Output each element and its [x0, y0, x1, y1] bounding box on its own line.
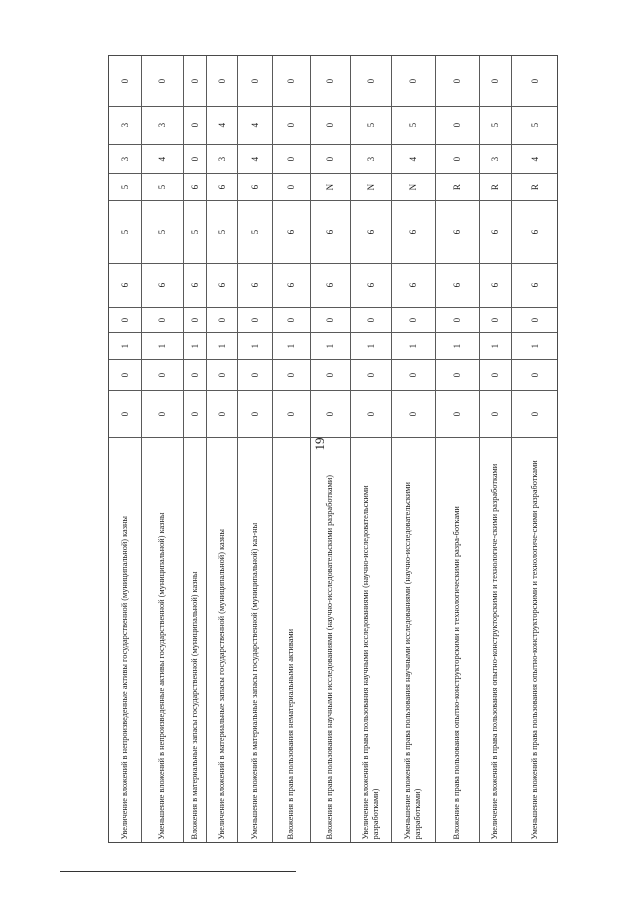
table-row-value-text: 0 [490, 372, 500, 377]
table-row-description-text: Вложения в права пользования нематериальными активами [286, 628, 295, 839]
table-row-value [141, 106, 183, 144]
table-row-value-text: 0 [408, 372, 418, 377]
table-row-value [237, 56, 272, 106]
table-row-value-text: 5 [408, 122, 418, 128]
table-row-value [206, 332, 237, 359]
table-row-value-text: 4 [216, 122, 227, 128]
table-row-value [141, 144, 183, 173]
table-row-value-text: 0 [529, 317, 540, 322]
table-row-value [183, 106, 206, 144]
table-row-description-text: Вложение в права пользования опытно-конструкторскими и технологическими разра-ботками [452, 505, 461, 839]
table-row-value-text: 5 [490, 122, 500, 128]
table-row-value-text: 0 [325, 372, 335, 377]
table-row-value-text: 6 [452, 229, 462, 234]
table-row-value [310, 106, 350, 144]
table-row-value-text: 0 [325, 78, 335, 84]
table-row-value [310, 332, 350, 359]
table-row-value [350, 106, 391, 144]
table-row-value-text: 0 [189, 411, 200, 416]
table-row-value-text: 0 [490, 78, 500, 84]
table-row-value-text: 5 [157, 184, 167, 189]
table-row-value-text: 0 [529, 372, 540, 377]
table-row-value [183, 390, 206, 437]
table-row-value [435, 359, 479, 390]
table-row-description [141, 437, 183, 844]
table-row-value [350, 263, 391, 307]
table-row-description-text: Вложения в права пользования научными исследованиями (научно-исследовательскими разработками) [325, 474, 334, 839]
table-row-value [479, 200, 511, 263]
table-row-value-text: 0 [490, 317, 500, 322]
table-row-value [206, 144, 237, 173]
table-row-value [479, 144, 511, 173]
table-row-value-text: N [365, 183, 376, 190]
table-row-value-text: 4 [157, 156, 167, 161]
table-row-value-text: 0 [189, 78, 200, 84]
table-row-value [479, 307, 511, 332]
table-row-value [206, 56, 237, 106]
table-row-value [272, 332, 310, 359]
table-row-value [310, 390, 350, 437]
table-row-value-text: 6 [365, 229, 376, 234]
table-row-value [350, 359, 391, 390]
table-row-value [435, 200, 479, 263]
table-row-description-text: Увеличение вложений в материальные запасы государственной (муниципальной) казны [216, 528, 226, 839]
page-number: 19 [312, 437, 327, 451]
footer-rule [60, 871, 296, 872]
table-row-value-text: 6 [325, 229, 335, 234]
table-row-value [206, 173, 237, 200]
table-row-value-text: 0 [157, 317, 167, 322]
table-row-value-text: 6 [408, 282, 418, 288]
table-row-value-text: 4 [249, 122, 260, 128]
table-row-value [141, 332, 183, 359]
table-row-value [350, 173, 391, 200]
table-row-value [479, 390, 511, 437]
table-row-value [391, 390, 435, 437]
table-row-value-text: 6 [365, 282, 376, 288]
table-row-value [109, 56, 141, 106]
table-row-value-text: 6 [529, 229, 540, 234]
table-row-value-text: 6 [216, 282, 227, 288]
table-row-value [391, 56, 435, 106]
table-row-value [391, 307, 435, 332]
table-row-value [435, 106, 479, 144]
table-row-value [109, 307, 141, 332]
table-row-value [141, 390, 183, 437]
table-row-value [183, 200, 206, 263]
table-row-value [237, 173, 272, 200]
table-row-value-text: 1 [490, 343, 500, 348]
table-row-value [183, 263, 206, 307]
table-row-description [183, 437, 206, 844]
table-row-value [272, 263, 310, 307]
table-row-description [310, 437, 350, 844]
table-row-value [350, 307, 391, 332]
table-row-value-text: 1 [325, 343, 335, 348]
table-row-description-text: Уменьшение вложений в права пользования опытно-конструкторскими и технологиче-скими разработками [529, 459, 539, 839]
table-row-value-text: 3 [120, 122, 130, 128]
table-row-value-text: 0 [216, 411, 227, 416]
table-row-value [350, 200, 391, 263]
table-row-value-text: 0 [529, 411, 540, 416]
table-row-value [435, 56, 479, 106]
table-row-value [479, 56, 511, 106]
table-row-value [479, 359, 511, 390]
table-row-value-text: 0 [452, 78, 462, 84]
table-row-value [237, 263, 272, 307]
table-row-value [310, 359, 350, 390]
table-row-value-text: 6 [490, 229, 500, 234]
table-row-value [479, 106, 511, 144]
table-row-value-text: 0 [189, 372, 200, 377]
table-row-value [141, 173, 183, 200]
table-row-value-text: 0 [120, 372, 130, 377]
table-row-value-text: 0 [120, 78, 130, 84]
table-row-value [237, 307, 272, 332]
table-row-value [272, 200, 310, 263]
table-row-value [141, 359, 183, 390]
table-row-value-text: 5 [529, 122, 540, 128]
table-row-value [237, 359, 272, 390]
table-row-value-text: 0 [452, 411, 462, 416]
table-row-value [391, 106, 435, 144]
table-row-value [435, 144, 479, 173]
table-row-value [511, 144, 558, 173]
table-row-value-text: 6 [325, 282, 335, 288]
table-row-value-text: 5 [216, 229, 227, 234]
table-row-description [511, 437, 558, 844]
table-row-value [183, 144, 206, 173]
table-row-value-text: 3 [157, 122, 167, 128]
table-row-value-text: 0 [286, 184, 296, 189]
table-row-description-text: Увеличение вложений в права пользования опытно-конструкторскими и технологиче-скими разработками [490, 463, 499, 839]
table-row-value-text: 1 [286, 343, 296, 348]
table-row-value-text: 0 [286, 372, 296, 377]
table-row-value-text: 0 [189, 156, 200, 161]
table-row-value-text: 0 [452, 156, 462, 161]
table-row-value-text: N [325, 183, 335, 190]
table-row-value [391, 173, 435, 200]
table-row-value [391, 332, 435, 359]
table-row-value-text: 0 [325, 156, 335, 161]
table-row-value [435, 263, 479, 307]
table-row-value-text: 6 [120, 282, 130, 288]
table-row-value-text: 0 [529, 78, 540, 84]
table-row-value-text: 0 [286, 411, 296, 416]
table-row-value-text: 1 [249, 343, 260, 348]
table-row-value-text: 6 [157, 282, 167, 288]
table-row-value-text: 6 [249, 282, 260, 288]
table-row-value [511, 390, 558, 437]
table-row-value-text: 0 [490, 411, 500, 416]
table-row-value-text: 0 [365, 317, 376, 322]
table-row-value-text: 5 [249, 229, 260, 234]
table-row-value-text: 1 [120, 343, 130, 348]
table-row-value [310, 200, 350, 263]
table-row-value [272, 359, 310, 390]
table-row-value-text: 0 [157, 78, 167, 84]
table-row-value [310, 173, 350, 200]
table-row-value [237, 200, 272, 263]
table-row-value [310, 307, 350, 332]
table-row-value [183, 359, 206, 390]
table-row-value [109, 390, 141, 437]
table-row-description [206, 437, 237, 844]
table-row-value [206, 359, 237, 390]
table-row-value-text: 0 [189, 317, 200, 322]
table-row-value [183, 307, 206, 332]
table-row-description [237, 437, 272, 844]
table-row-value-text: 0 [249, 411, 260, 416]
table-row-value [183, 173, 206, 200]
table-row-description [109, 437, 141, 844]
accounts-table [108, 55, 558, 843]
table-row-value [237, 106, 272, 144]
table-row-value-text: 6 [408, 229, 418, 234]
table-row-value [435, 307, 479, 332]
table-row-description [435, 437, 479, 844]
table-row-value [310, 56, 350, 106]
table-row-value [272, 307, 310, 332]
table-row-value-text: 3 [120, 156, 130, 161]
table-row-value-text: 1 [529, 343, 540, 348]
table-row-value-text: 0 [286, 122, 296, 128]
table-row-value [237, 390, 272, 437]
table-row-value-text: 6 [189, 282, 200, 288]
table-row-description-text: Уменьшение вложений в материальные запасы государственной (муниципальной) каз-ны [249, 522, 259, 839]
table-row-value-text: 0 [408, 78, 418, 84]
table-row-value-text: 0 [157, 411, 167, 416]
table-row-value-text: 3 [216, 156, 227, 161]
table-row-value [511, 173, 558, 200]
table-row-value [479, 173, 511, 200]
table-row-value [391, 200, 435, 263]
table-row-value-text: N [408, 183, 418, 190]
table-row-value-text: 6 [529, 282, 540, 288]
table-row-value-text: 4 [408, 156, 418, 161]
table-row-description-text: Увеличение вложений в права пользования научными исследованиями (научно-исследовательскими разработками) [360, 484, 380, 839]
table-row-value-text: 5 [120, 229, 130, 234]
table-row-value-text: 4 [249, 156, 260, 161]
table-row-value [391, 144, 435, 173]
table-row-value-text: 0 [452, 122, 462, 128]
table-row-value [272, 106, 310, 144]
table-row-value [109, 359, 141, 390]
table-row-value-text: 0 [325, 317, 335, 322]
table-row-value-text: 0 [365, 372, 376, 377]
table-row-value-text: 0 [452, 317, 462, 322]
table-row-value [479, 332, 511, 359]
table-row-value-text: 0 [249, 317, 260, 322]
table-row-value [206, 307, 237, 332]
table-row-value [109, 332, 141, 359]
table-row-value [350, 332, 391, 359]
table-row-value-text: 0 [216, 78, 227, 84]
table-row-value [109, 263, 141, 307]
table-row-value [511, 263, 558, 307]
table-row-value-text: 0 [325, 411, 335, 416]
table-row-value-text: 1 [216, 343, 227, 348]
table-row-value-text: 0 [408, 411, 418, 416]
table-row-value-text: 0 [249, 78, 260, 84]
table-row-value-text: 5 [120, 184, 130, 189]
table-row-value-text: 0 [216, 372, 227, 377]
table-row-value-text: 0 [365, 411, 376, 416]
table-row-value [206, 106, 237, 144]
table-row-value-text: R [529, 183, 540, 190]
table-row-value-text: 0 [286, 78, 296, 84]
table-row-value-text: 5 [365, 122, 376, 128]
table-row-value [109, 200, 141, 263]
table-row-value-text: 0 [216, 317, 227, 322]
table-row-value [511, 359, 558, 390]
table-row-value-text: R [490, 183, 500, 190]
table-row-value [511, 332, 558, 359]
table-row-value-text: 6 [249, 184, 260, 189]
table-row-value [310, 263, 350, 307]
table-row-value [350, 144, 391, 173]
table-row-description [391, 437, 435, 844]
table-row-value-text: 1 [452, 343, 462, 348]
table-row-value-text: 6 [189, 184, 200, 189]
table-row-value [391, 263, 435, 307]
table-row-value-text: 6 [452, 282, 462, 288]
table-row-value-text: 1 [408, 343, 418, 348]
table-row-value [206, 263, 237, 307]
table-row-value-text: 0 [189, 122, 200, 128]
table-row-value-text: 0 [408, 317, 418, 322]
table-row-value [109, 173, 141, 200]
table-row-value [310, 144, 350, 173]
table-row-description [350, 437, 391, 844]
table-row-description [272, 437, 310, 844]
table-row-value-text: 0 [120, 411, 130, 416]
table-row-value [435, 390, 479, 437]
table-row-value [272, 390, 310, 437]
table-row-value [391, 359, 435, 390]
table-row-value-text: 6 [286, 229, 296, 234]
table-row-value [272, 144, 310, 173]
table-row-description-text: Вложения в материальные запасы государственной (муниципальной) казны [189, 571, 199, 839]
table-row-value [141, 56, 183, 106]
table-row-value [350, 56, 391, 106]
table-row-value [511, 200, 558, 263]
table-row-description-text: Увеличение вложений в непроизведенные активы государственной (муниципальной) казны [120, 515, 129, 839]
table-row-value [237, 332, 272, 359]
table-row-value [479, 263, 511, 307]
table-row-value-text: 0 [120, 317, 130, 322]
table-row-value [435, 173, 479, 200]
table-row-value [109, 144, 141, 173]
table-row-description-text: Уменьшение вложений в непроизведенные активы государственной (муниципальной) казны [157, 512, 166, 839]
table-row-value-text: 1 [365, 343, 376, 348]
table-row-value-text: 5 [189, 229, 200, 234]
table-row-value-text: 3 [490, 156, 500, 161]
table-row-value [183, 332, 206, 359]
table-row-value [237, 144, 272, 173]
table-row-value [350, 390, 391, 437]
table-row-value [183, 56, 206, 106]
table-row-value-text: 0 [157, 372, 167, 377]
table-row-value-text: 6 [490, 282, 500, 288]
table-row-value-text: 3 [365, 156, 376, 161]
table-row-description [479, 437, 511, 844]
table-row-value [141, 307, 183, 332]
table-row-value-text: 6 [286, 282, 296, 288]
table-row-value [511, 307, 558, 332]
table-row-value [206, 390, 237, 437]
table-row-value-text: 1 [189, 343, 200, 348]
table-row-value-text: 4 [529, 156, 540, 161]
table-row-value-text: 0 [365, 78, 376, 84]
table-row-value-text: 1 [157, 343, 167, 348]
table-row-value [206, 200, 237, 263]
table-row-value-text: 6 [216, 184, 227, 189]
table-row-value-text: 0 [286, 317, 296, 322]
table-row-value-text: 0 [249, 372, 260, 377]
table-row-value-text: 0 [325, 122, 335, 128]
table-row-value-text: 0 [452, 372, 462, 377]
table-row-value-text: R [452, 183, 462, 190]
table-row-value [272, 173, 310, 200]
table-row-value-text: 5 [157, 229, 167, 234]
table-row-value [272, 56, 310, 106]
table-row-description-text: Уменьшение вложений в права пользования научными исследованиями (научно-исследовательскими разработками) [403, 481, 422, 839]
table-row-value [109, 106, 141, 144]
table-row-value [141, 263, 183, 307]
table-row-value [511, 106, 558, 144]
table-row-value [435, 332, 479, 359]
table-row-value [511, 56, 558, 106]
table-row-value-text: 0 [286, 156, 296, 161]
table-row-value [141, 200, 183, 263]
